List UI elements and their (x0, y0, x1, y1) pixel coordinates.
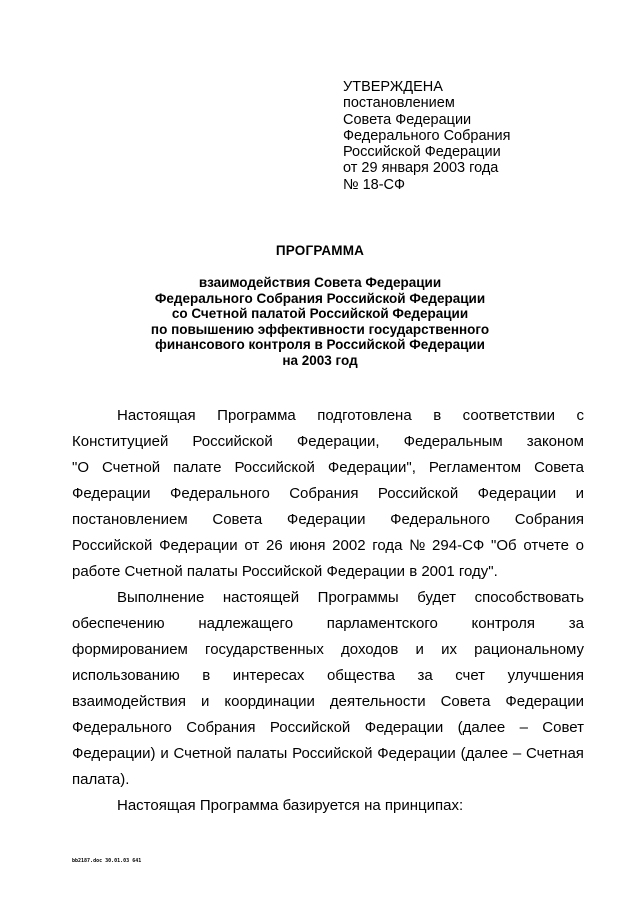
body-line (72, 637, 584, 663)
body-word: – (512, 745, 522, 762)
body-word: Собрания (514, 511, 584, 528)
body-line (72, 455, 584, 481)
body-word: Программы (317, 589, 399, 606)
body-line: палата). (72, 771, 130, 788)
body-word: "О (72, 459, 89, 476)
body-word: Регламентом (428, 459, 522, 476)
body-word: "Об (491, 537, 517, 554)
body-word: 2002 (332, 537, 366, 554)
body-word: Собрания (289, 485, 359, 502)
body-word: Выполнение (117, 589, 205, 606)
body-word: с (576, 407, 584, 424)
approval-line: УТВЕРЖДЕНА (343, 79, 443, 95)
approval-line: Федерального Собрания (343, 127, 511, 144)
body-word: Федерации, (296, 433, 380, 450)
body-word: Совет (542, 719, 584, 736)
body-line (72, 429, 584, 455)
body-word: и (575, 485, 584, 502)
body-word: в (433, 407, 442, 424)
document-title: ПРОГРАММА (275, 243, 365, 258)
body-word: палаты (236, 745, 288, 762)
body-word: Федерации", (327, 459, 416, 476)
body-word: взаимодействия (72, 693, 187, 710)
body-word: Счетная (525, 745, 584, 762)
body-word: Федерации (377, 745, 456, 762)
body-line (72, 585, 584, 611)
body-word: Российской (269, 719, 351, 736)
body-word: Российской (234, 459, 315, 476)
body-word: счет (455, 667, 486, 684)
subtitle-line: по повышению эффективности государственного (150, 321, 490, 337)
body-word: рациональному (474, 641, 584, 658)
body-word: обеспечению (72, 615, 165, 632)
body-word: Федерального (390, 511, 491, 528)
body-word: постановлением (72, 511, 188, 528)
body-word: подготовлена (317, 407, 412, 424)
body-line (72, 689, 584, 715)
body-word: законом (526, 433, 584, 450)
body-word: Совета (440, 693, 491, 710)
approval-line: Российской Федерации (343, 144, 501, 161)
body-word: о (575, 537, 584, 554)
subtitle-line: взаимодействия Совета Федерации (198, 275, 442, 290)
body-word: Счетной (173, 745, 232, 762)
body-word: Собрания (186, 719, 256, 736)
subtitle-line: со Счетной палатой Российской Федерации (171, 306, 469, 321)
body-word: формированием (72, 641, 188, 658)
body-word: Федерации (72, 485, 151, 502)
body-word: за (568, 615, 584, 632)
body-line: работе Счетной палаты Российской Федерации в 2001 году". (72, 563, 498, 580)
body-word: Российской (377, 485, 459, 502)
body-line (72, 611, 584, 637)
footer-file-info: bb2187.doc 30.01.03 641 (72, 858, 142, 864)
body-line (72, 741, 584, 767)
body-word: № (409, 537, 426, 554)
subtitle-line: Федерального Собрания Российской Федерации (154, 290, 486, 306)
body-word: года (372, 537, 403, 554)
body-word: и (160, 745, 169, 762)
body-word: Федерального (72, 719, 172, 736)
body-word: за (417, 667, 433, 684)
body-word: 294-СФ (432, 537, 485, 554)
body-word: Совета (212, 511, 263, 528)
body-word: надлежащего (198, 615, 294, 632)
body-word: их (441, 641, 457, 658)
body-word: Федерации) (72, 745, 156, 762)
body-word: палате (173, 459, 222, 476)
body-word: и (201, 693, 210, 710)
body-line (72, 403, 584, 429)
body-word: 26 (266, 537, 283, 554)
body-word: соответствии (462, 407, 555, 424)
body-line (72, 481, 584, 507)
body-word: Федерации (505, 693, 584, 710)
body-word: способствовать (474, 589, 584, 606)
body-word: Совета (534, 459, 584, 476)
body-word: Счетной (101, 459, 161, 476)
body-word: Конституцией (72, 433, 169, 450)
body-word: деятельности (329, 693, 426, 710)
body-word: интересах (232, 667, 305, 684)
body-word: Российской (192, 433, 273, 450)
body-line (72, 507, 584, 533)
body-word: Программа (217, 407, 296, 424)
body-word: Федерации (364, 719, 444, 736)
body-word: июня (289, 537, 326, 554)
document-subtitle (0, 275, 640, 368)
body-word: Российской (72, 537, 153, 554)
body-word: Федерации (286, 511, 366, 528)
approval-line: от 29 января 2003 года (343, 160, 499, 177)
body-word: доходов (341, 641, 399, 658)
body-line (72, 715, 584, 741)
body-word: (далее (457, 719, 506, 736)
body-word: от (244, 537, 260, 554)
body-word: парламентского (326, 615, 438, 632)
body-line (72, 533, 584, 559)
body-word: настоящей (222, 589, 300, 606)
approval-line: № 18-СФ (343, 176, 406, 193)
body-word: – (519, 719, 528, 736)
body-word: Федерации (159, 537, 238, 554)
document-body (72, 403, 584, 819)
body-word: Российской (292, 745, 373, 762)
approval-line: Совета Федерации (343, 111, 472, 128)
body-line: Настоящая Программа базируется на принципах: (117, 797, 464, 814)
approval-stamp (343, 79, 511, 193)
body-word: в (202, 667, 211, 684)
body-word: отчете (523, 537, 569, 554)
body-word: государственных (205, 641, 324, 658)
body-line (72, 663, 584, 689)
body-word: и (415, 641, 424, 658)
approval-line: постановлением (343, 95, 455, 112)
body-word: общества (326, 667, 395, 684)
body-word: будет (417, 589, 456, 606)
body-word: Настоящая (117, 407, 196, 424)
subtitle-line: на 2003 год (282, 352, 358, 368)
body-word: Федерального (169, 485, 270, 502)
body-word: улучшения (507, 667, 584, 684)
body-word: Федерации (477, 485, 557, 502)
body-word: использованию (72, 667, 180, 684)
body-word: координации (224, 693, 315, 710)
body-word: контроля (471, 615, 536, 632)
body-word: (далее (460, 745, 509, 762)
subtitle-line: финансового контроля в Российской Федерации (155, 337, 485, 352)
body-word: Федеральным (403, 433, 503, 450)
